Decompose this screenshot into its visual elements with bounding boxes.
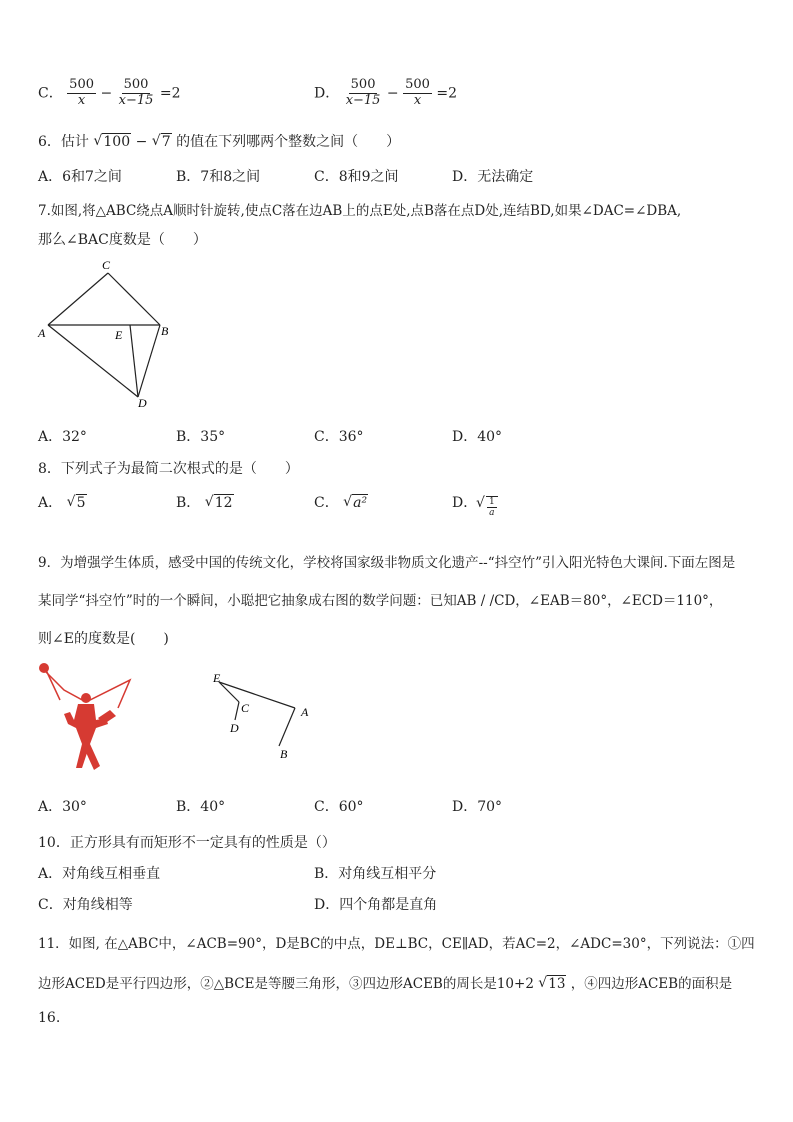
q11-line2 <box>38 972 732 992</box>
q9-figure <box>205 668 325 768</box>
q11-line2-a: 边形ACED是平行四边形，②△BCE是等腰三角形，③四边形ACEB的周长是10+2 <box>38 976 534 992</box>
segment-ea <box>219 682 295 708</box>
q5-d-label: D． <box>314 85 340 102</box>
q6-option-c: C．8和9之间 <box>314 169 399 185</box>
q6-option-a: A．6和7之间 <box>38 169 122 185</box>
minus-sign: − <box>100 85 113 102</box>
q9-option-b: B．40° <box>176 799 226 815</box>
q9-option-a: A．30° <box>38 799 87 815</box>
q8-c-label: C． <box>314 495 339 511</box>
q11-radical-13: √ 13 <box>538 976 566 992</box>
q8-a-radical: √ 5 <box>67 495 87 511</box>
q7-option-d: D．40° <box>452 429 503 445</box>
segment-ab <box>279 708 295 746</box>
q6-suffix: 的值在下列哪两个整数之间（ ） <box>176 134 401 150</box>
q5-c-frac2: $\frac{500}{x-15}$ <box>118 77 154 108</box>
q9-line3: 则∠E的度数是( ) <box>38 631 169 647</box>
label-d: D <box>138 396 147 410</box>
segment-bd <box>138 325 160 397</box>
q5-option-c <box>38 78 181 109</box>
q9-option-d: D．70° <box>452 799 503 815</box>
minus-sign: − <box>386 85 399 102</box>
q11-line2-b: ，④四边形ACEB的面积是 <box>570 976 733 992</box>
label-e: E <box>213 671 221 685</box>
segment-cb <box>108 273 160 325</box>
q8-a-label: A． <box>38 495 63 511</box>
label-d: D <box>230 721 239 735</box>
q8-option-d <box>452 492 477 512</box>
q8-b-radical: √ 12 <box>205 495 234 511</box>
q11-line1: 11．如图, 在△ABC中，∠ACB=90°，D是BC的中点，DE⊥BC，CE∥AD，若AC=2，∠ADC=30°，下列说法：①四 <box>38 936 755 952</box>
q5-d-frac1: $\frac{500}{x-15}$ <box>345 77 381 108</box>
q10-option-d: D．四个角都是直角 <box>314 897 438 913</box>
diabolo-player-icon <box>34 658 134 778</box>
q8-option-c <box>314 492 368 512</box>
label-e: E <box>115 328 123 342</box>
label-a: A <box>38 326 46 340</box>
q7-figure <box>30 255 180 415</box>
label-a: A <box>301 705 309 719</box>
q9-line2: 某同学“抖空竹”时的一个瞬间，小聪把它抽象成右图的数学问题：已知AB / /CD，∠EAB＝80°，∠ECD＝110°， <box>38 593 723 609</box>
q10-option-c: C．对角线相等 <box>38 897 133 913</box>
segment-ed <box>130 325 138 397</box>
q8-d-radical: √ $\frac{1}{a}$ <box>476 496 498 519</box>
q5-c-rhs: =2 <box>159 85 181 102</box>
segment-ac <box>48 273 108 325</box>
label-b: B <box>280 747 288 761</box>
q7-line1: 7.如图,将△ABC绕点A顺时针旋转,使点C落在边AB上的点E处,点B落在点D处,连结BD,如果∠DAC=∠DBA, <box>38 203 682 219</box>
q8-c-radical: √ a² <box>343 495 368 511</box>
q8-option-a <box>38 492 87 512</box>
q10-option-a: A．对角线互相垂直 <box>38 866 161 882</box>
segment-ad <box>48 325 138 397</box>
q9-option-c: C．60° <box>314 799 364 815</box>
segment-cd <box>235 702 239 720</box>
q5-option-d <box>314 78 457 109</box>
label-c: C <box>241 701 250 715</box>
q8-option-b <box>176 492 234 512</box>
q5-d-rhs: =2 <box>436 85 458 102</box>
q7-option-c: C．36° <box>314 429 364 445</box>
q10-stem: 10．正方形具有而矩形不一定具有的性质是（） <box>38 835 336 851</box>
q6-radical-100: √ 100 <box>93 134 131 150</box>
q7-option-b: B．35° <box>176 429 226 445</box>
label-c: C <box>102 258 111 272</box>
q6-prefix: 6．估计 <box>38 134 89 150</box>
q10-option-b: B．对角线互相平分 <box>314 866 437 882</box>
q9-line1: 9．为增强学生体质，感受中国的传统文化，学校将国家级非物质文化遗产--“抖空竹”引入阳光特色大课间.下面左图是 <box>38 555 736 571</box>
q5-c-frac1: $\frac{500}{x}$ <box>69 77 94 108</box>
label-b: B <box>161 324 169 338</box>
minus-sign: − <box>135 134 148 150</box>
q6-option-b: B．7和8之间 <box>176 169 261 185</box>
q6-option-d: D．无法确定 <box>452 169 534 185</box>
q5-c-label: C． <box>38 85 63 102</box>
q8-stem: 8．下列式子为最简二次根式的是（ ） <box>38 461 299 477</box>
q7-option-a: A．32° <box>38 429 87 445</box>
q11-line3: 16. <box>38 1010 61 1026</box>
q6-radical-7: √ 7 <box>152 134 172 150</box>
q8-d-label: D． <box>452 495 478 511</box>
q8-b-label: B． <box>176 495 201 511</box>
q6-stem <box>38 131 400 151</box>
q7-line2: 那么∠BAC度数是（ ） <box>38 232 207 248</box>
q5-d-frac2: $\frac{500}{x}$ <box>405 77 430 108</box>
